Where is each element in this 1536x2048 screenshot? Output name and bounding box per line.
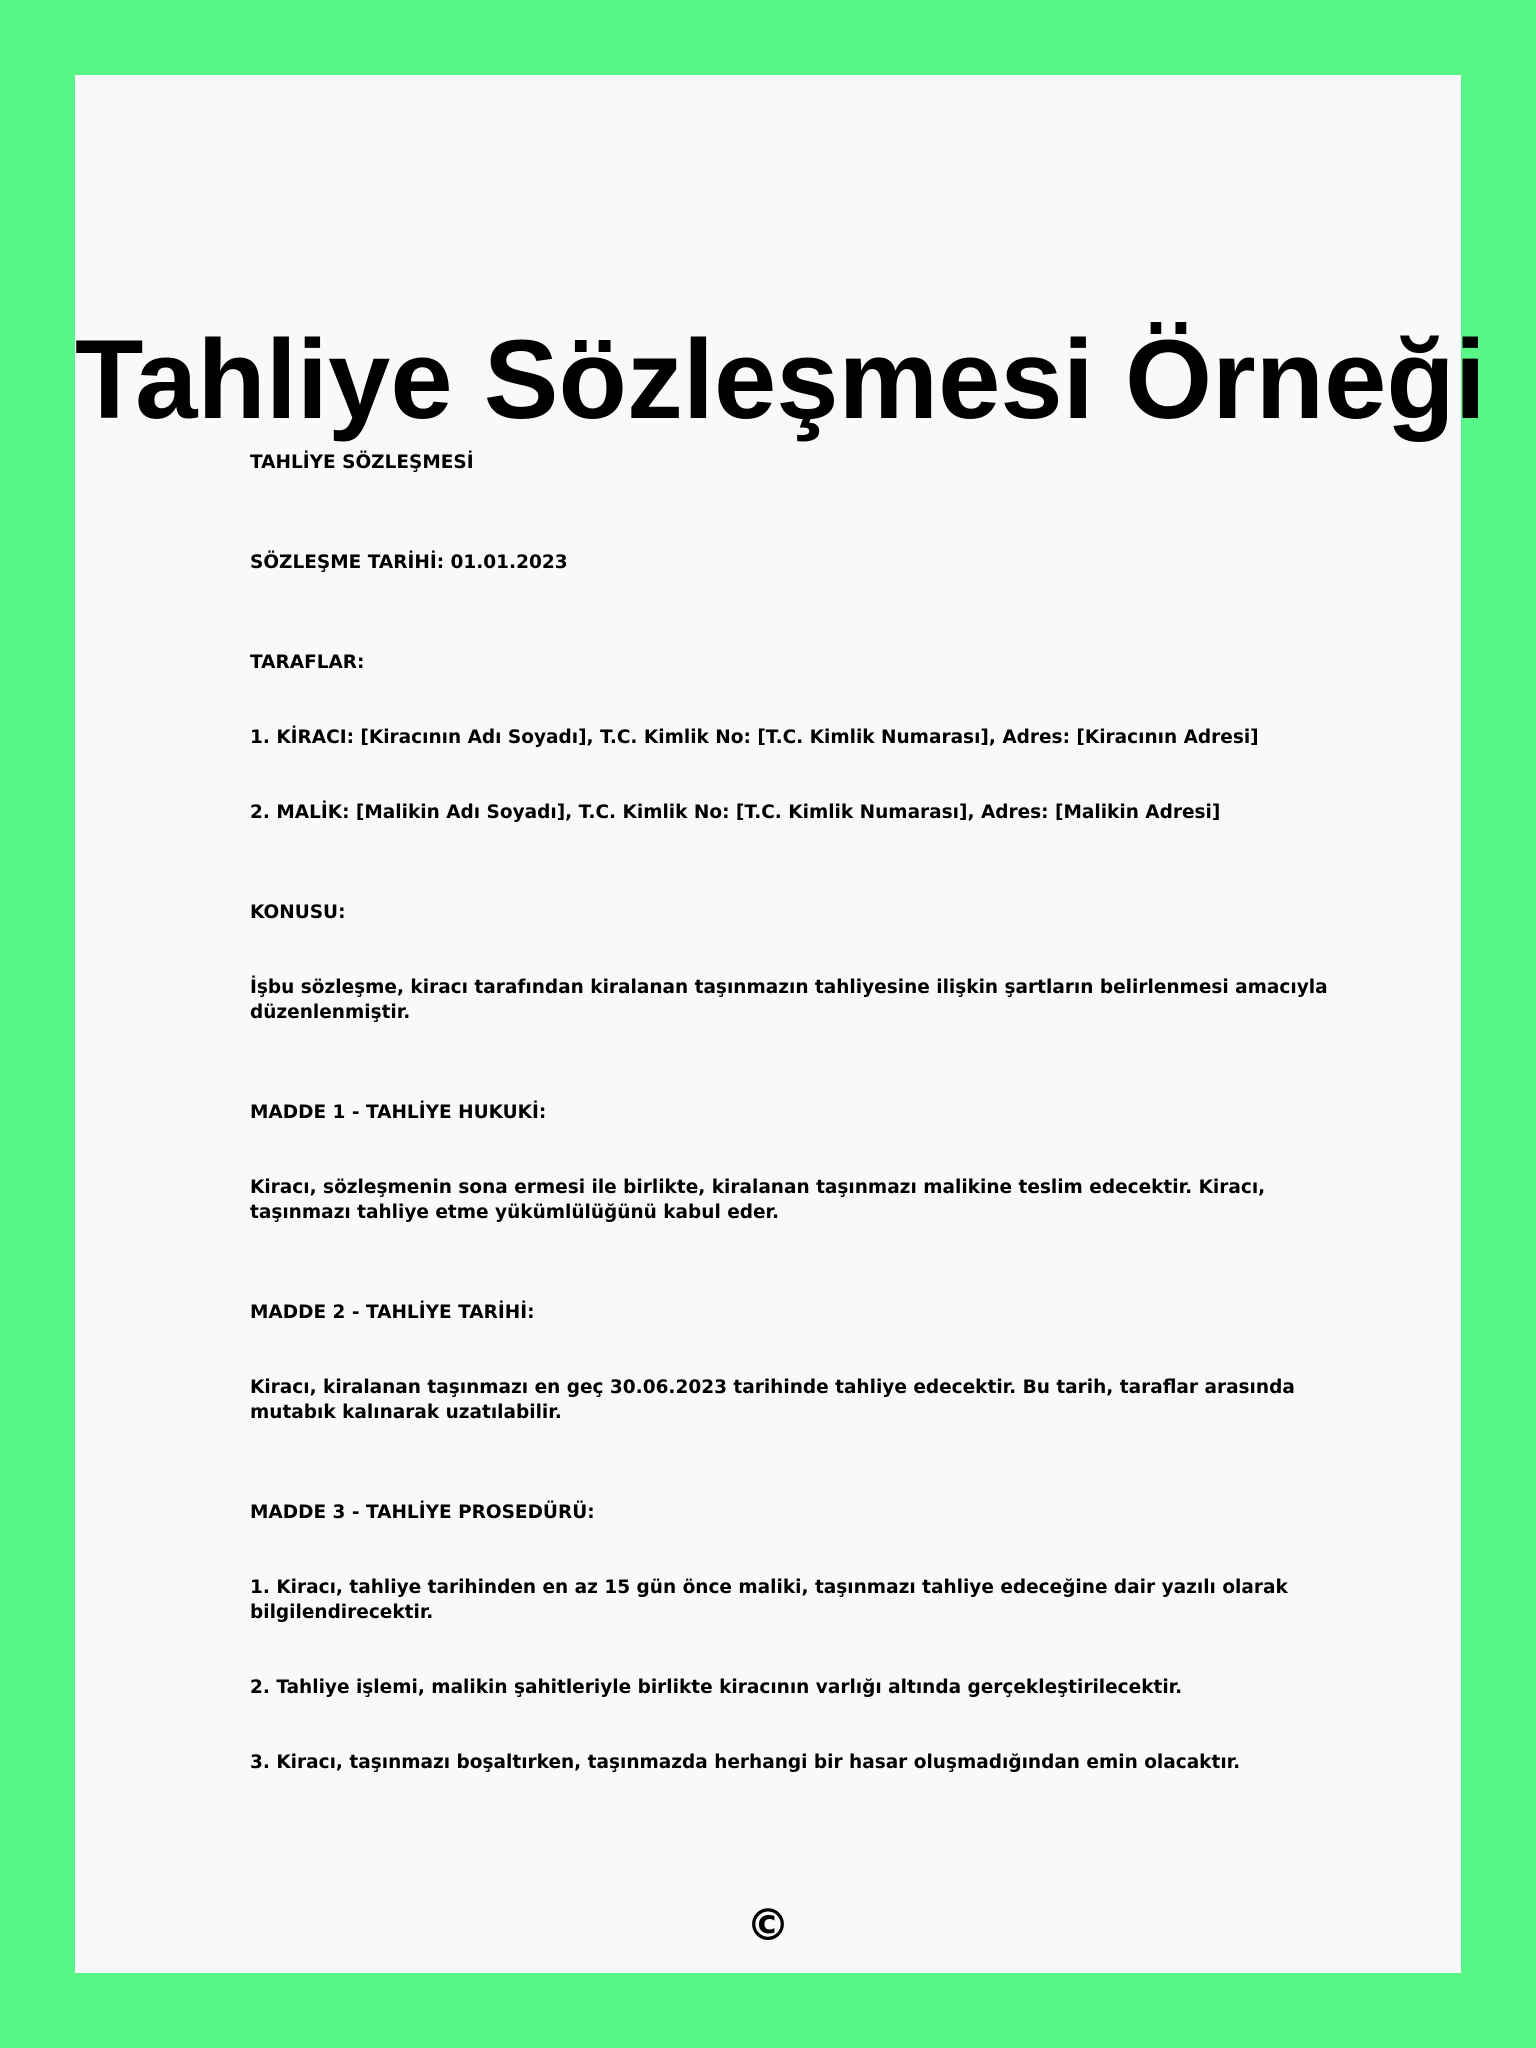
document-page bbox=[75, 75, 1486, 1973]
article-1-text: Kiracı, sözleşmenin sona ermesi ile birlikte, kiralanan taşınmazı malikine teslim edecektir. Kiracı, taşınmazı tahliye etme yükümlülüğünü kabul eder. bbox=[250, 1177, 1266, 1223]
article-3-heading: MADDE 3 - TAHLİYE PROSEDÜRÜ: bbox=[250, 1502, 595, 1523]
copyright-icon: © bbox=[746, 1900, 790, 1951]
document-title: Tahliye Sözleşmesi Örneği bbox=[75, 317, 1486, 442]
contract-heading: TAHLİYE SÖZLEŞMESİ bbox=[250, 452, 474, 473]
contract-date: SÖZLEŞME TARİHİ: 01.01.2023 bbox=[250, 552, 568, 573]
party-tenant: 1. KİRACI: [Kiracının Adı Soyadı], T.C. Kimlik No: [T.C. Kimlik Numarası], Adres: [Kiracının Adresi] bbox=[250, 727, 1259, 748]
parties-heading: TARAFLAR: bbox=[250, 652, 365, 673]
article-2-heading: MADDE 2 - TAHLİYE TARİHİ: bbox=[250, 1302, 535, 1323]
article-3-item-2: 2. Tahliye işlemi, malikin şahitleriyle birlikte kiracının varlığı altında gerçekleştirilecektir. bbox=[250, 1677, 1183, 1698]
article-2-text: Kiracı, kiralanan taşınmazı en geç 30.06.2023 tarihinde tahliye edecektir. Bu tarih, taraflar arasında mutabık kalınarak uzatılabilir. bbox=[250, 1377, 1295, 1423]
party-owner: 2. MALİK: [Malikin Adı Soyadı], T.C. Kimlik No: [T.C. Kimlik Numarası], Adres: [Malikin Adresi] bbox=[250, 802, 1221, 823]
article-3-item-3: 3. Kiracı, taşınmazı boşaltırken, taşınmazda herhangi bir hasar oluşmadığından emin olacaktır. bbox=[250, 1752, 1241, 1773]
article-3-item-1: 1. Kiracı, tahliye tarihinden en az 15 gün önce maliki, taşınmazı tahliye edeceğine dair yazılı olarak bilgilendirecektir. bbox=[250, 1577, 1288, 1623]
subject-text: İşbu sözleşme, kiracı tarafından kiralanan taşınmazın tahliyesine ilişkin şartların belirlenmesi amacıyla düzenlenmiştir. bbox=[250, 977, 1328, 1023]
article-1-heading: MADDE 1 - TAHLİYE HUKUKİ: bbox=[250, 1102, 547, 1123]
subject-heading: KONUSU: bbox=[250, 902, 346, 923]
